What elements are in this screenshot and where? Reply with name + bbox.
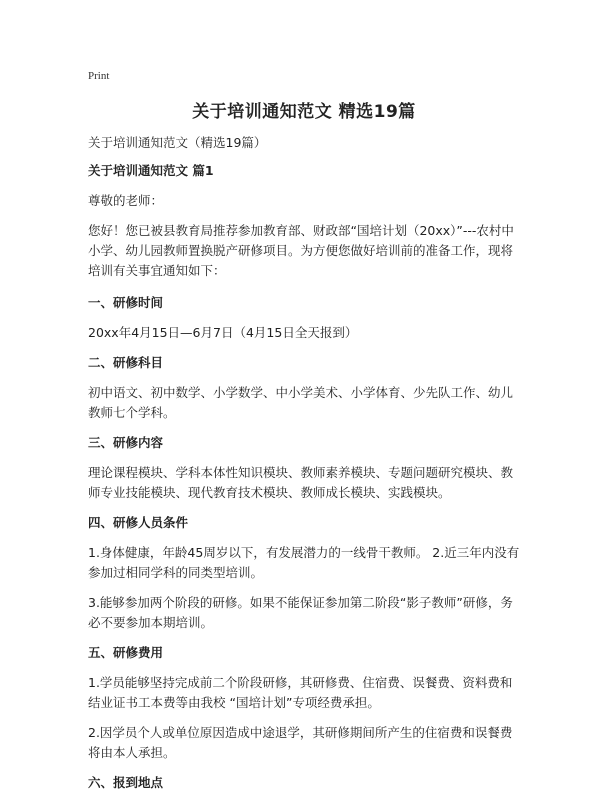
section-heading-location: 六、报到地点 [88, 775, 164, 790]
section-paragraph: 3.能够参加两个阶段的研修。如果不能保证参加第二阶段“影子教师”研修，务必不要参加本期培训。 [88, 595, 513, 630]
section-heading-content: 三、研修内容 [88, 435, 164, 450]
page-title: 关于培训通知范文 精选19篇 [192, 102, 416, 122]
section-paragraph: 理论课程模块、学科本体性知识模块、教师素养模块、专题问题研究模块、教师专业技能模块、现代教育技术模块、教师成长模块、实践模块。 [88, 465, 514, 500]
section-paragraph: 1.学员能够坚持完成前二个阶段研修，其研修费、住宿费、误餐费、资料费和结业证书工本费等由我校 “国培计划”专项经费承担。 [88, 675, 513, 710]
section-paragraph: 20xx年4月15日—6月7日（4月15日全天报到） [88, 325, 358, 340]
intro-paragraph: 您好！您已被县教育局推荐参加教育部、财政部“国培计划（20xx）”---农村中小学、幼儿园教师置换脱产研修项目。为方便您做好培训前的准备工作，现将培训有关事宜通知如下： [88, 223, 514, 278]
section-heading-fees: 五、研修费用 [88, 645, 164, 660]
greeting: 尊敬的老师： [88, 193, 164, 208]
section-paragraph: 1.身体健康，年龄45周岁以下，有发展潜力的一线骨干教师。 2.近三年内没有参加过相同学科的同类型培训。 [88, 545, 520, 580]
section-paragraph: 初中语文、初中数学、小学数学、中小学美术、小学体育、少先队工作、幼儿教师七个学科。 [88, 385, 514, 420]
print-label: Print [88, 70, 110, 82]
section-heading-requirements: 四、研修人员条件 [88, 515, 189, 530]
section-heading-subjects: 二、研修科目 [88, 355, 164, 370]
document-body [88, 133, 520, 803]
section-paragraph: 2.因学员个人或单位原因造成中途退学，其研修期间所产生的住宿费和误餐费将由本人承担。 [88, 725, 513, 760]
document-subtitle: 关于培训通知范文（精选19篇） [88, 135, 267, 150]
article-heading: 关于培训通知范文 篇1 [88, 163, 214, 178]
section-heading-time: 一、研修时间 [88, 295, 164, 310]
